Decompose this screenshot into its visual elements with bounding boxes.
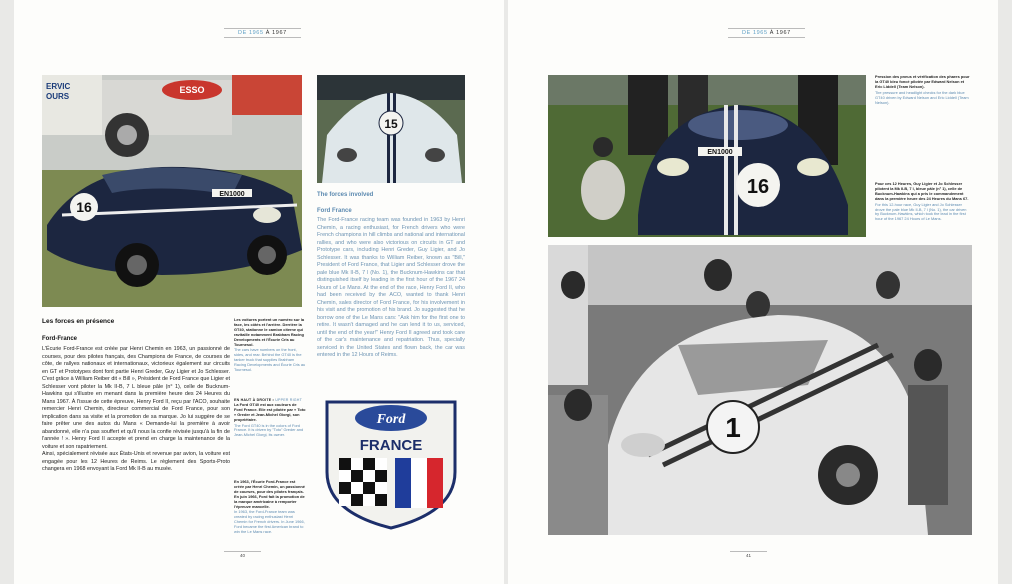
body-text-fr xyxy=(42,346,230,474)
license-plate-right: EN1000 xyxy=(707,149,733,156)
caption-photo1-en: The cars have numbers on the front, sides, and rear. Behind the GT40 is the tanker truck that supplies Brabham Racing Developments and Écurie Cris au Tournesol. xyxy=(234,347,306,373)
caption-pit-stop-en: For this 12-hour race, Guy Ligier and Jo Schlesser drove the pale blue Mk II-B, 7 l (No. 1), the car driven by Bucknum-Hawkins, which took the lead in the first hour of the 1967 24 Hours of Le Mans. xyxy=(875,201,967,222)
caption-tag-fr: EN HAUT À DROITE xyxy=(234,398,272,402)
service-sign-2: OURS xyxy=(46,92,70,101)
folio-right: 41 xyxy=(730,551,767,559)
heading-fr: Les forces en présence xyxy=(42,318,115,325)
running-head-text: À 1967 xyxy=(263,30,287,36)
ford-france-patch xyxy=(317,392,465,532)
photo-gt40-tire-check xyxy=(548,75,866,237)
caption-patch-en: In 1963, the Ford-France team was created by racing enthusiast Henri Chemin for French drivers. In June 1966, Ford became the first American brand to win the Le Mans race. xyxy=(234,509,305,535)
caption-photo1 xyxy=(234,318,306,373)
checkered-flag-icon xyxy=(339,458,387,506)
caption-photo2-fr: La Ford GT40 est aux couleurs de Ford France. Elle est pilotée par « Toto » Greder et Jean-Michel Giorgi, son propriétaire. xyxy=(234,401,306,422)
photo-mk2b-pit-stop xyxy=(548,245,972,535)
caption-tire-check-fr: Pression des pneus et vérification des phares pour la GT40 bleu foncé pilotée par Edward Nelson et Eric Liddell (Team Nelson). xyxy=(875,74,970,89)
caption-tire-check-en: Tire pressure and headlight checks for the dark blue GT40 driven by Edward Nelson and Eric Liddell (Team Nelson). xyxy=(875,89,969,105)
photo-gt40-15 xyxy=(317,75,465,183)
tricolor-flag-icon xyxy=(395,458,443,508)
caption-tire-check xyxy=(875,75,970,105)
car-number-15: 15 xyxy=(384,117,398,131)
car-number-1: 1 xyxy=(725,412,741,443)
caption-pit-stop-fr: Pour ces 12 Heures, Guy Ligier et Jo Schlesser pilotent la Mk II-B, 7 l, bleue pâle (n° 1), celle de Bucknum-Hawkins qui a pris le commandement dans la première heure des 24 Heures du Mans 67. xyxy=(875,181,969,201)
right-page xyxy=(508,0,998,584)
ford-logo-text: Ford xyxy=(376,412,406,427)
subheading-en: Ford France xyxy=(317,208,352,214)
caption-patch xyxy=(234,480,306,535)
service-sign: ERVIC xyxy=(46,82,71,91)
heading-en: The forces involved xyxy=(317,192,374,198)
running-head-text-right: À 1967 xyxy=(767,30,791,36)
caption-photo2 xyxy=(234,398,306,438)
caption-patch-fr: En 1963, l'Écurie Ford-France est créée par Henri Chemin, un passionné de courses, pour des pilotes français. En juin 1966, Ford fait la promotion de la marque américaine à remporter l'épreuve mancelle. xyxy=(234,479,305,509)
body-paragraph-fr-1: L'Écurie Ford-France est créée par Henri Chemin en 1963, un passionné de courses, pour des pilotes français, des Champions de France, de courses de côte, de rallyes nationaux et internationaux, victorieux également sur circuits en GT et Prototypes dont font partie Henri Greder, Guy Ligier et Jo Schlesser. C'est grâce à William Reiber dit « Bill », Président de Ford France que Ligier et Schlesser vont piloter la Mk II-B, 7 L bleue pâle (n° 1), celle de Bucknum-Hawkins qui s'illustre en menant dans la première heure des 24 Heures du Mans 1967. À l'issue de cette épreuve, Henry Ford II, reçu par l'ACO, souhaite remercier Henri Chemin, directeur commercial de Ford France, pour son implication dans sa visite et la promotion de sa marque. Jo lui suggère de se faire prêter une des autos du Mans « Demande-lui la première à avoir abandonné, elle n'a pas souffert et qu'il nous la confie révisée jusqu'à la fin de l'année ! ». Henry Ford II accepte et prend en charge la maintenance de la voiture et son rapatriement. xyxy=(42,346,230,450)
esso-sign: ESSO xyxy=(179,85,205,95)
running-head xyxy=(224,28,301,38)
caption-photo2-en: The Ford GT40 is in the colors of Ford France. It is driven by "Toto" Greder and Jean-Michel Giorgi, its owner. xyxy=(234,422,304,438)
car-number-16: 16 xyxy=(76,199,92,215)
license-plate: EN1000 xyxy=(219,191,245,198)
caption-tag-en: UPPER RIGHT xyxy=(275,398,302,402)
body-paragraph-fr-2: Ainsi, spécialement révisée aux États-Unis et revenue par avion, la voiture est engagée pour les 12 Heures de Reims. Le règlement des Sports-Proto changera en 1968 envoyant la Ford Mk II-B au musée. xyxy=(42,451,230,472)
body-text-en: The Ford-France racing team was founded in 1963 by Henri Chemin, a racing enthusiast, for French drivers who were French champions in hill climbs and national and international rallies, and who were also victorious on circuits in GT and Prototype cars, including Henri Greder, Guy Ligier, and Jo Schlesser. It was thanks to William Reiber, known as "Bill," President of Ford France, that Ligier and Schlesser drove the pale blue Mk II-B, 7 l (No. 1), the Bucknum-Hawkins car that distinguished itself by leading in the first hour of the 1967 24 Hours of Le Mans. At the end of the race, Henry Ford II, who had been received by the ACO, wanted to thank Henri Chemin, sales director of Ford France, for his involvement in his visit and the promotion of his brand. Jo suggested that he borrow one of the Le Mans cars: "Ask him for the first one to retire. It wasn't damaged and he can lend it to us, serviced, until the end of the year!" Henry Ford II agreed and took care of the car's maintenance and repatriation. Thus, specially serviced in the United States and flown back, the car was entered in the 12 Hours of Reims. xyxy=(317,217,465,358)
running-head-accent: DE 1965 xyxy=(238,30,264,36)
running-head-accent-right: DE 1965 xyxy=(742,30,768,36)
folio-left: 40 xyxy=(224,551,261,559)
running-head-right xyxy=(728,28,805,38)
left-page xyxy=(14,0,504,584)
subheading-fr: Ford-France xyxy=(42,336,78,342)
car-number-16-right: 16 xyxy=(746,176,770,198)
caption-photo2-tag: EN HAUT À DROITE • UPPER RIGHT xyxy=(234,398,302,402)
photo-gt40-16-esso xyxy=(42,75,302,307)
caption-photo1-fr: Les voitures portent un numéro sur la face, les côtés et l'arrière. Derrière la GT40, stationne le camion citerne qui ravitaille notamment Brabham Racing Developments et l'Écurie Cris au Tournesol. xyxy=(234,317,305,347)
france-text: FRANCE xyxy=(359,437,423,454)
caption-pit-stop xyxy=(875,182,970,222)
